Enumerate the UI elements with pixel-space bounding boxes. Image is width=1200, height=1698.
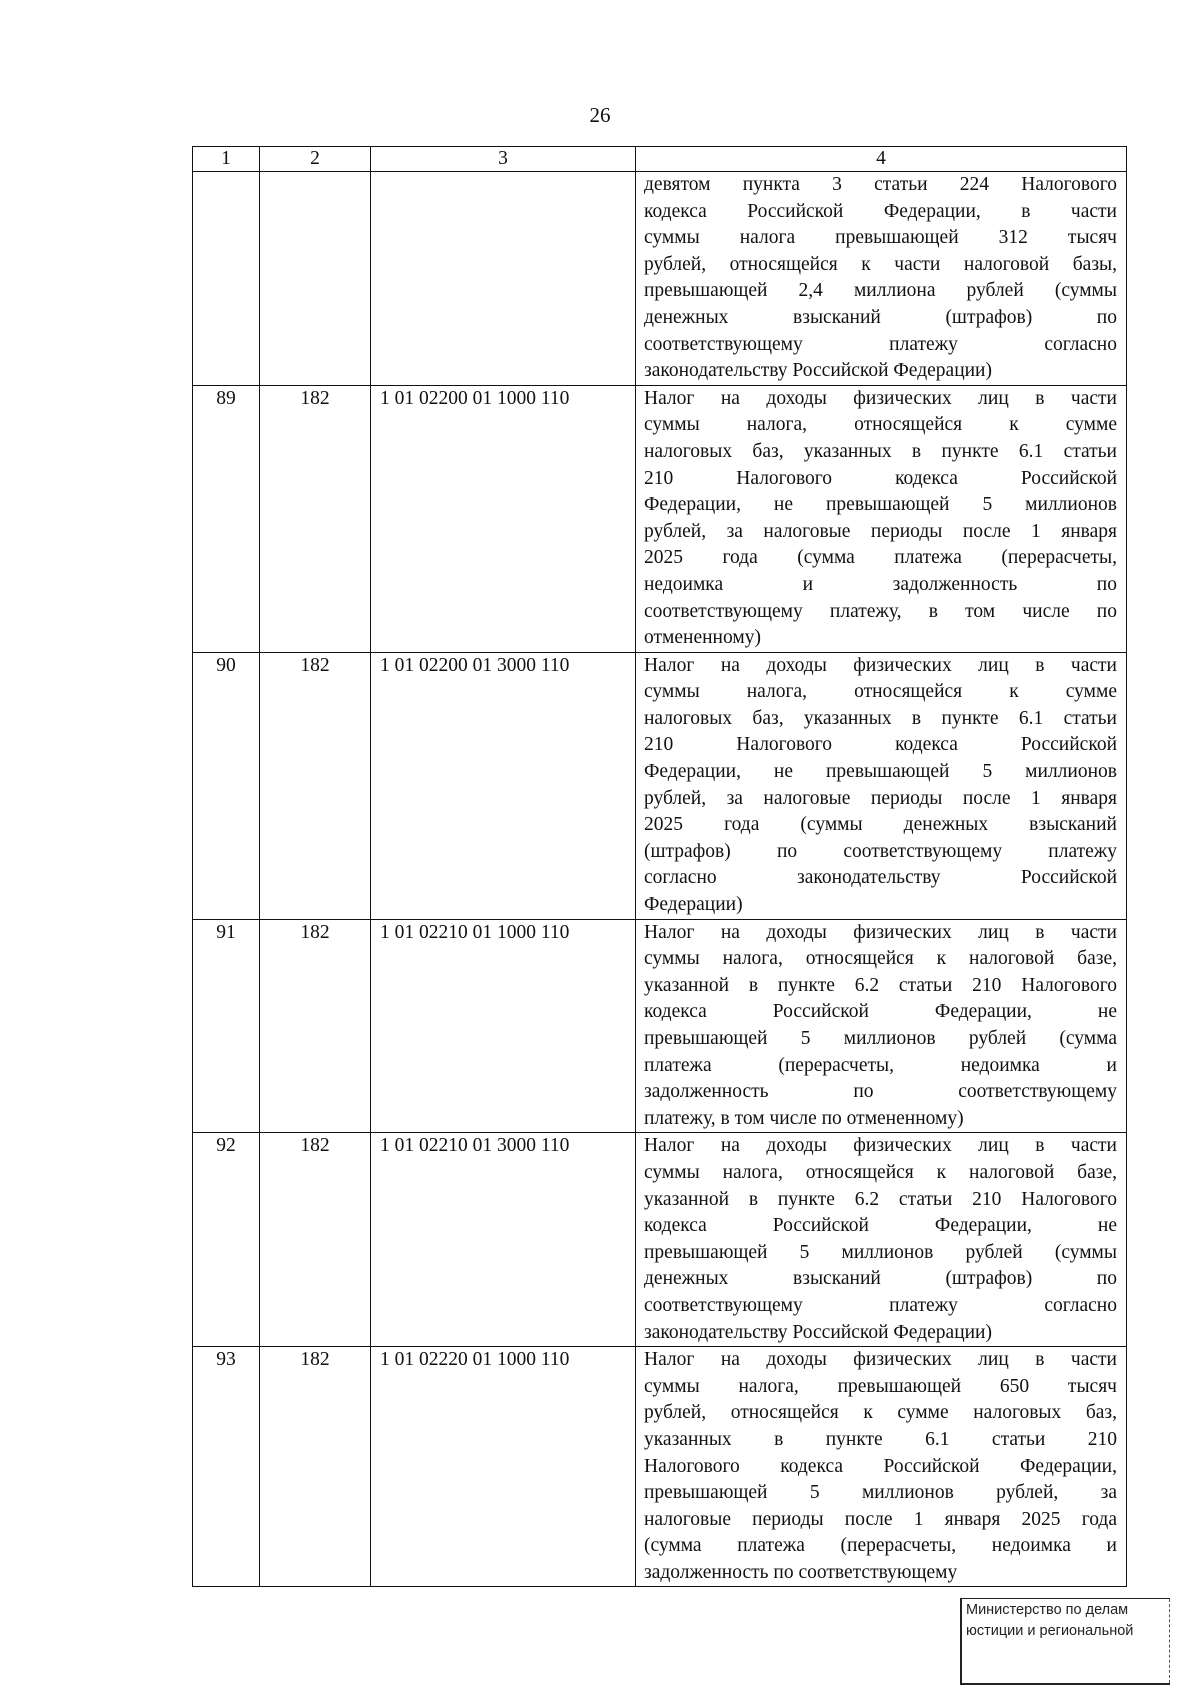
description-line: задолженность по соответствующему (644, 1081, 1117, 1103)
table-row (193, 1133, 1127, 1347)
stamp-line: юстиции и региональной (966, 1623, 1134, 1639)
description-line: Налог на доходы физических лиц в части (644, 387, 1117, 409)
budget-classification-code: 1 01 02220 01 1000 110 (371, 1347, 636, 1587)
description-line: законодательству Российской Федерации) (644, 1321, 992, 1343)
description-line: недоимка и задолженность по (644, 573, 1117, 595)
description-line: суммы налога, относящейся к сумме (644, 414, 1117, 436)
description-line: Федерации, не превышающей 5 миллионов (644, 494, 1117, 516)
description-line: задолженность по соответствующему (644, 1561, 958, 1583)
admin-code: 182 (260, 919, 371, 1133)
budget-classification-code: 1 01 02200 01 1000 110 (371, 385, 636, 652)
income-description (636, 919, 1127, 1133)
description-line: Федерации, не превышающей 5 миллионов (644, 761, 1117, 783)
description-line: согласно законодательству Российской (644, 867, 1117, 889)
description-line: Федерации) (644, 894, 743, 916)
description-line: суммы налога, превышающей 650 тысяч (644, 1375, 1117, 1397)
income-description (636, 172, 1127, 386)
row-number: 90 (193, 652, 260, 919)
description-line: рублей, за налоговые периоды после 1 января (644, 787, 1117, 809)
registration-stamp (960, 1598, 1170, 1690)
description-line: налоговых баз, указанных в пункте 6.1 статьи (644, 440, 1117, 462)
admin-code: 182 (260, 1133, 371, 1347)
budget-classification-code: 1 01 02200 01 3000 110 (371, 652, 636, 919)
description-line: соответствующему платежу согласно (644, 1294, 1117, 1316)
table-header-row (193, 147, 1127, 172)
table-row (193, 1347, 1127, 1587)
description-line: 210 Налогового кодекса Российской (644, 467, 1117, 489)
description-line: Налогового кодекса Российской Федерации, (644, 1455, 1117, 1477)
column-header: 1 (193, 147, 260, 172)
description-line: 210 Налогового кодекса Российской (644, 734, 1117, 756)
admin-code: 182 (260, 652, 371, 919)
income-description (636, 385, 1127, 652)
description-line: законодательству Российской Федерации) (644, 360, 992, 382)
budget-classification-code (371, 172, 636, 386)
description-line: рублей, относящейся к части налоговой базы, (644, 253, 1117, 275)
column-header: 4 (636, 147, 1127, 172)
description-line: Налог на доходы физических лиц в части (644, 921, 1117, 943)
row-number: 89 (193, 385, 260, 652)
table-row (193, 172, 1127, 386)
row-number: 92 (193, 1133, 260, 1347)
income-description (636, 1347, 1127, 1587)
description-line: платежа (перерасчеты, недоимка и (644, 1054, 1117, 1076)
admin-code: 182 (260, 385, 371, 652)
row-number: 93 (193, 1347, 260, 1587)
income-description (636, 1133, 1127, 1347)
description-line: кодекса Российской Федерации, не (644, 1215, 1117, 1237)
budget-classification-code: 1 01 02210 01 1000 110 (371, 919, 636, 1133)
page-number: 26 (589, 103, 611, 127)
description-line: превышающей 5 миллионов рублей (сумма (644, 1028, 1117, 1049)
description-line: суммы налога, относящейся к налоговой базе, (644, 1161, 1117, 1183)
row-number: 91 (193, 919, 260, 1133)
description-line: отмененному) (644, 627, 761, 649)
description-line: Налог на доходы физических лиц в части (644, 654, 1117, 676)
description-line: 2025 года (суммы денежных взысканий (644, 814, 1117, 836)
description-line: платежу, в том числе по отмененному) (644, 1107, 964, 1129)
row-number (193, 172, 260, 386)
description-line: превышающей 5 миллионов рублей (суммы (644, 1241, 1117, 1263)
table-row (193, 652, 1127, 919)
description-line: указанных в пункте 6.1 статьи 210 (644, 1428, 1117, 1450)
document-table (192, 146, 1127, 1587)
stamp-line: Министерство по делам (966, 1602, 1129, 1618)
description-line: рублей, за налоговые периоды после 1 января (644, 520, 1117, 542)
description-line: суммы налога, относящейся к сумме (644, 681, 1117, 703)
description-line: соответствующему платежу согласно (644, 333, 1117, 355)
table-row (193, 385, 1127, 652)
column-header: 3 (371, 147, 636, 172)
admin-code (260, 172, 371, 386)
description-line: Налог на доходы физических лиц в части (644, 1135, 1117, 1157)
admin-code: 182 (260, 1347, 371, 1587)
description-line: девятом пункта 3 статьи 224 Налогового (644, 174, 1117, 195)
description-line: превышающей 2,4 миллиона рублей (суммы (644, 280, 1117, 302)
table-row (193, 919, 1127, 1133)
description-line: соответствующему платежу, в том числе по (644, 600, 1117, 622)
description-line: кодекса Российской Федерации, в части (644, 200, 1117, 222)
description-line: указанной в пункте 6.2 статьи 210 Налогового (644, 1188, 1117, 1210)
description-line: 2025 года (сумма платежа (перерасчеты, (644, 547, 1117, 569)
description-line: указанной в пункте 6.2 статьи 210 Налогового (644, 974, 1117, 996)
description-line: суммы налога, относящейся к налоговой базе, (644, 948, 1117, 970)
description-line: Налог на доходы физических лиц в части (644, 1349, 1117, 1371)
description-line: налоговые периоды после 1 января 2025 года (644, 1508, 1117, 1530)
description-line: рублей, относящейся к сумме налоговых баз, (644, 1402, 1117, 1424)
description-line: суммы налога превышающей 312 тысяч (644, 227, 1117, 249)
description-line: (штрафов) по соответствующему платежу (644, 840, 1117, 862)
table-body (193, 172, 1127, 1587)
description-line: налоговых баз, указанных в пункте 6.1 статьи (644, 707, 1117, 729)
description-line: превышающей 5 миллионов рублей, за (644, 1482, 1117, 1504)
income-description (636, 652, 1127, 919)
description-line: (сумма платежа (перерасчеты, недоимка и (644, 1535, 1117, 1557)
stamp-text (966, 1600, 1133, 1642)
description-line: кодекса Российской Федерации, не (644, 1001, 1117, 1023)
budget-classification-code: 1 01 02210 01 3000 110 (371, 1133, 636, 1347)
description-line: денежных взысканий (штрафов) по (644, 306, 1117, 328)
description-line: денежных взысканий (штрафов) по (644, 1268, 1117, 1290)
column-header: 2 (260, 147, 371, 172)
